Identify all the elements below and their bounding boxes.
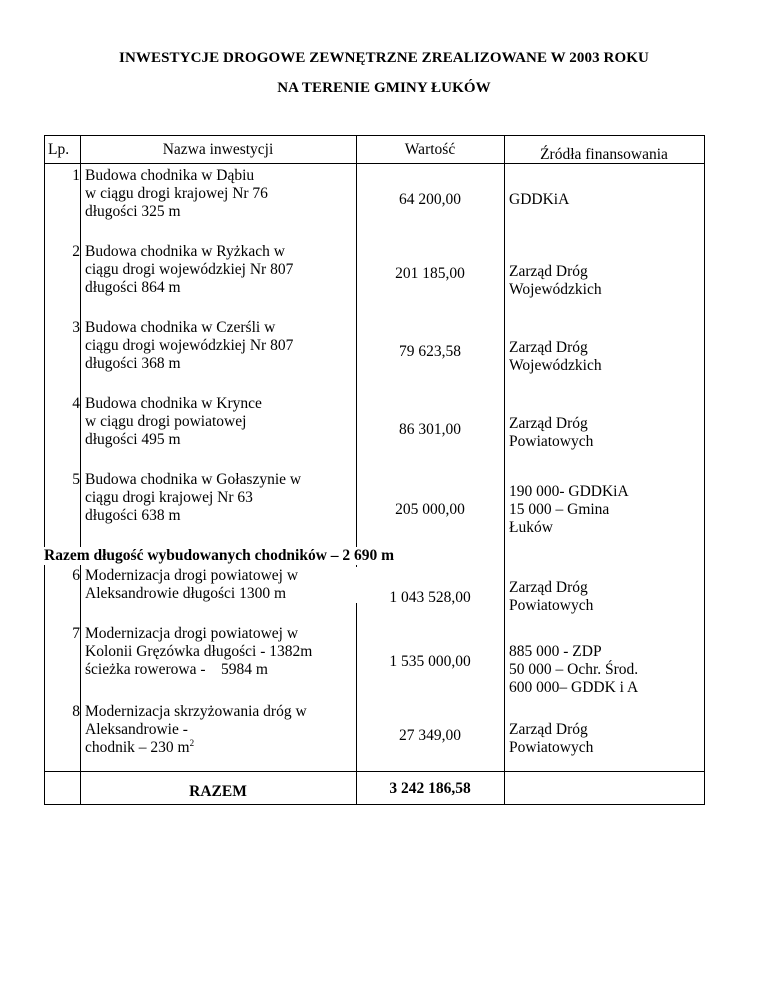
row-2-name: Budowa chodnika w Ryżkach w ciągu drogi wojewódzkiej Nr 807 długości 864 m <box>85 243 294 296</box>
row-8-superscript: 2 <box>189 737 195 748</box>
row-1-value: 64 200,00 <box>399 191 461 208</box>
header-lp: Lp. <box>48 141 70 158</box>
row-7-lp: 7 <box>72 625 80 642</box>
header-source: Źródła finansowania <box>540 146 668 163</box>
row-8-source: Zarząd Dróg Powiatowych <box>509 721 594 756</box>
row-6-name: Modernizacja drogi powiatowej w Aleksandrowie długości 1300 m <box>85 567 357 603</box>
total-value: 3 242 186,58 <box>389 780 471 797</box>
document-title-line2: NA TERENIE GMINY ŁUKÓW <box>277 80 491 96</box>
row-8-lp: 8 <box>72 703 80 720</box>
total-label: RAZEM <box>189 783 247 800</box>
row-5-value: 205 000,00 <box>395 501 465 518</box>
row-8-name-cell <box>85 703 357 757</box>
row-5-source: 190 000- GDDKiA 15 000 – Gmina Łuków <box>509 483 629 536</box>
investments-table <box>44 135 705 805</box>
row-3-source: Zarząd Dróg Wojewódzkich <box>509 339 602 374</box>
row-1-name: Budowa chodnika w Dąbiu w ciągu drogi krajowej Nr 76 długości 325 m <box>85 167 268 220</box>
row-1-lp: 1 <box>72 167 80 184</box>
table-divider-value <box>504 135 505 805</box>
row-5-name: Budowa chodnika w Gołaszynie w ciągu drogi krajowej Nr 63 długości 638 m <box>85 471 302 524</box>
row-6-value: 1 043 528,00 <box>389 589 471 606</box>
table-border-right <box>704 135 705 805</box>
subtotal-line: Razem długość wybudowanych chodników – 2 690 m <box>44 547 398 565</box>
row-8-name: Modernizacja skrzyżowania dróg w Aleksandrowie - chodnik – 230 m <box>85 703 307 756</box>
row-4-name: Budowa chodnika w Krynce w ciągu drogi powiatowej długości 495 m <box>85 395 262 448</box>
table-total-divider <box>44 771 705 772</box>
row-2-lp: 2 <box>72 243 80 260</box>
row-3-value: 79 623,58 <box>399 343 461 360</box>
document-title-line1: INWESTYCJE DROGOWE ZEWNĘTRZNE ZREALIZOWANE W 2003 ROKU <box>119 50 649 66</box>
row-8-value: 27 349,00 <box>399 727 461 744</box>
row-4-lp: 4 <box>72 395 80 412</box>
row-4-source: Zarząd Dróg Powiatowych <box>509 415 594 450</box>
header-value: Wartość <box>404 141 456 158</box>
row-6-lp: 6 <box>72 567 80 584</box>
header-name: Nazwa inwestycji <box>162 141 274 158</box>
row-7-name: Modernizacja drogi powiatowej w Kolonii Gręzówka długości - 1382m ścieżka rowerowa - 5984 m <box>85 625 313 678</box>
row-2-value: 201 185,00 <box>395 265 465 282</box>
row-4-value: 86 301,00 <box>399 421 461 438</box>
row-2-source: Zarząd Dróg Wojewódzkich <box>509 263 602 298</box>
row-5-lp: 5 <box>72 471 80 488</box>
row-1-source: GDDKiA <box>509 191 570 208</box>
table-border-top <box>44 135 705 136</box>
row-7-source: 885 000 - ZDP 50 000 – Ochr. Środ. 600 000– GDDK i A <box>509 643 639 696</box>
table-border-bottom <box>44 804 705 805</box>
row-7-value: 1 535 000,00 <box>389 653 471 670</box>
table-divider-lp <box>80 135 81 805</box>
row-6-source: Zarząd Dróg Powiatowych <box>509 579 594 614</box>
row-3-name: Budowa chodnika w Czerśli w ciągu drogi wojewódzkiej Nr 807 długości 368 m <box>85 319 294 372</box>
row-3-lp: 3 <box>72 319 80 336</box>
